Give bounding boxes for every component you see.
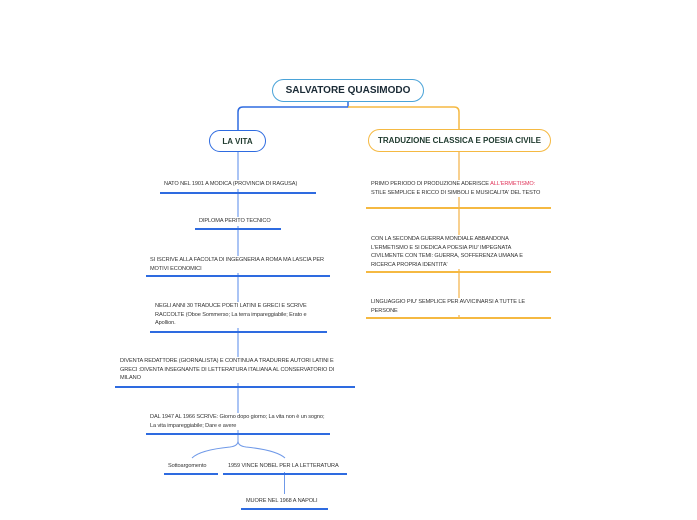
subtopic-text: MUORE NEL 1968 A NAPOLI [246,498,318,504]
central-topic-label: SALVATORE QUASIMODO [285,85,411,96]
subtopic-text: LINGUAGGIO PIU' SEMPLICE PER AVVICINARSI A TUTTE LE PERSONE [371,298,549,315]
subtopic-underline [366,271,551,273]
subtopic-underline [164,473,218,475]
subtopic-text: DIPLOMA PERITO TECNICO [199,217,289,226]
main-topic-label: LA VITA [222,136,253,146]
central-topic[interactable] [272,79,424,102]
subtopic-text: DIVENTA REDATTORE (GIORNALISTA) E CONTINUA A TRADURRE AUTORI LATINI E GRECI :DIVENTA INSEGNANTE DI LETTERATURA ITALIANA AL CONSERVATORIO DI MILANO [120,357,352,383]
subtopic-text: NEGLI ANNI 30 TRADUCE POETI LATINI E GRECI E SCRIVE RACCOLTE (Oboe Sommerso; La terra impareggiabile; Erato e Apollion. [155,302,325,328]
subtopic-underline [223,473,347,475]
subtopic-text: CON LA SECONDA GUERRA MONDIALE ABBANDONA L'ERMETISMO E SI DEDICA A POESIA PIU' IMPEGNATA CIVILMENTE CON TEMI: GUERRA, SOFFERENZA UMANA E RICERCA PROPRIA IDENTITA' [371,235,541,269]
subtopic-underline [115,386,355,388]
subtopic-text: NATO NEL 1901 A MODICA (PROVINCIA DI RAGUSA) [164,180,324,189]
highlighted-term: ALL'ERMETISMO: [490,181,536,187]
subtopic-underline [195,228,281,230]
subtopic-underline [366,317,551,319]
subtopic-underline [160,192,316,194]
subtopic-text [371,180,549,197]
main-topic-label: TRADUZIONE CLASSICA E POESIA CIVILE [378,136,541,145]
subtopic-text: DAL 1947 AL 1966 SCRIVE: Giorno dopo giorno; La vita non è un sogno; La vita impareggiabile; Dare e avere [150,413,330,430]
subtopic-text: SI ISCRIVE ALLA FACOLTA DI INGEGNERIA A ROMA MA LASCIA PER MOTIVI ECONOMICI [150,256,330,273]
subtopic-text: 1959 VINCE NOBEL PER LA LETTERATURA [228,463,339,469]
subtopic-underline [146,433,330,435]
subtopic-underline [146,275,330,277]
main-topic-traduzione[interactable] [368,129,551,152]
subtopic-text-part: PRIMO PERIODO DI PRODUZIONE ADERISCE [371,181,491,187]
main-topic-la-vita[interactable] [209,130,266,152]
subtopic-text-part: STILE SEMPLICE E RICCO DI SIMBOLI E MUSICALITA' DEL TESTO [371,189,541,196]
subtopic-underline [150,331,327,333]
subtopic-text: Sottoargomento [168,463,207,469]
subtopic-underline [366,207,551,209]
final-connector [284,472,285,494]
subtopic-underline [241,508,328,510]
